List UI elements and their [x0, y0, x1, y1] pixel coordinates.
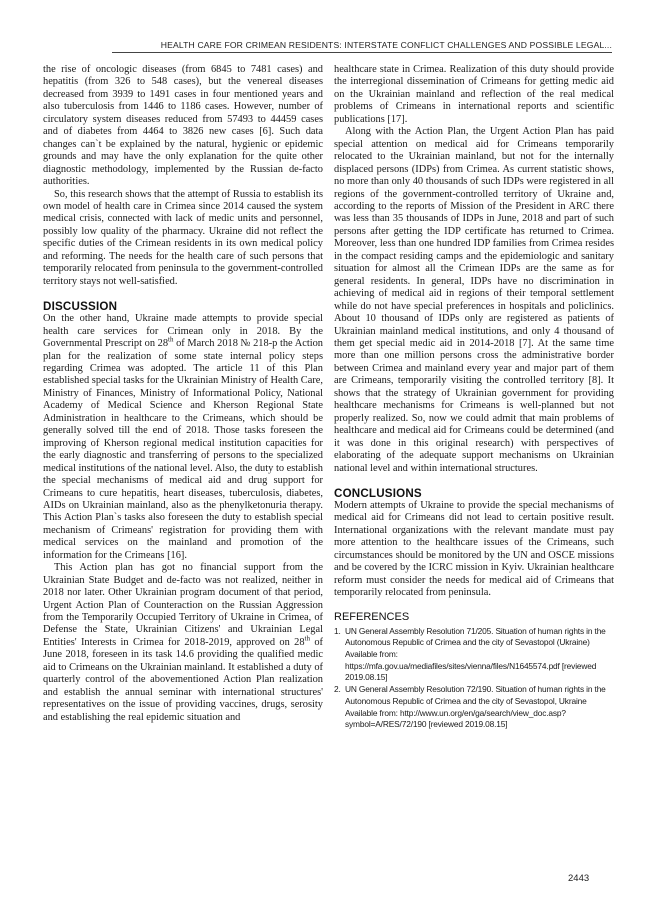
superscript-th: th: [168, 335, 174, 344]
section-gap: [334, 475, 614, 487]
paragraph-conclusions: Modern attempts of Ukraine to provide the special mechanisms of medical aid for Crimeans did not lead to certain positive result. International organizations with the relevant mandate must pay more attention to the healthcare issues of the Crimeans, such circumstances should be monitored by the UN and OSCE missions and be covered by the ICRC mission in Kyiv. Ukrainian healthcare reform must consider the needs for medical aid of Crimeans that temporarily relocated from peninsula.: [334, 499, 614, 599]
paragraph-no-financial-support: [43, 562, 323, 724]
reference-text: UN General Assembly Resolution 71/205. Situation of human rights in the Autonomous Republic of Crimea and the city of Sevastopol (Ukraine) Available from: https://mfa.gov.ua/mediafiles/sites/vienna/files/N1645574.pdf [reviewed 2019.08.15]: [345, 625, 606, 683]
paragraph-disease-statistics: the rise of oncologic diseases (from 6845 to 7481 cases) and hepatitis (from 326 to 548 cases), but the venereal diseases decreased from 3939 to 1491 cases in four mentioned years and also tuberculosis from 1446 to 1186 cases. However, number of circulatory system diseases reduced from 57493 to 44459 cases and of diabetes from 4464 to 3826 new cases [6]. Such data changes can`t be explained by the natural, hygienic or epidemic grounds and may have the only explanation for the quite other diagnostic methodology, implemented by the Russian de-facto authorities.: [43, 64, 323, 188]
reference-number: 2.: [334, 684, 341, 695]
text-run: This Action plan has got no financial support from the Ukrainian State Budget and de-facto was not realized, neither in 2018 nor later. Other Ukrainian program document of that period, Urgent Action Plan of Counteraction on the Russian Aggression from the Temporarily Occupied Territory of Ukraine in Crimea, of Defense the State, Ukrainian Citizens' and Ukrainian Legal Entities' Interests in Crimea for 2018-2019, approved on 28: [43, 562, 323, 648]
right-column: [334, 64, 614, 731]
text-run: of June 2018, foreseen in its task 14.6 providing the qualified medic aid to Crimeans on the Ukrainian mainland. It established a duty of quarterly control of the abovementioned Action Plan realization and establish the annual seminar with international structures' representatives on the issue of providing vaccines, drugs, serosity and establishing the real epidemic situation and: [43, 636, 323, 723]
text-run: of March 2018 № 218-p the Action plan for the realization of some state internal policy steps regarding Crimea was adopted. The article 11 of this Plan established special tasks for the Ukrainian Ministry of Health Care, Ministry of Finances, Ministry of Informational Policy, National Academy of Medical Science and Kherson Regional State Administration in healthcare to the Crimeans, which should be generally solved till the end of 2018. Those tasks foreseen the improving of Kherson regional medical institution capacities for the early diagnostic and transferring of persons to the specialized medical institutions of the national level. Also, the duty to establish the special mechanisms of medical aid and drug support for Crimeans to cure hepatitis, heart diseases, tuberculosis, diabetes, AIDs on Ukrainian mainland, also as the phenylketonuria therapy. This Action Plan`s tasks also foreseen the duty to establish special mechanism of Crimeans' registration for providing them with medical services on the mainland and promotion of the information for the Crimeans [16].: [43, 338, 323, 561]
paragraph-healthcare-state: healthcare state in Crimea. Realization of this duty should provide the interregional dissemination of Crimeans for getting medic aid on the Ukrainian mainland and reflection of the real medical problems of Crimeans in international reports and scientific publications [17].: [334, 64, 614, 125]
reference-item: [334, 626, 614, 685]
reference-text: UN General Assembly Resolution 72/190. Situation of human rights in the Autonomous Republic of Crimea and the city of Sevastopol, Ukraine Available from: http://www.un.org/en/ga/search/view_doc.asp?symbol=A/RES/72/190 [reviewed 2019.08.15]: [345, 684, 606, 730]
text-run: On the other hand, Ukraine made attempts to provide special health care services for Crimean only in 2018. By the Governmental Prescript on 28: [43, 313, 323, 350]
references-heading: REFERENCES: [334, 610, 410, 623]
conclusions-heading: CONCLUSIONS: [334, 486, 422, 500]
section-gap: [334, 600, 614, 611]
reference-item: [334, 684, 614, 731]
left-column: [43, 64, 323, 724]
discussion-heading: DISCUSSION: [43, 300, 118, 314]
superscript-th: th: [304, 634, 310, 643]
running-header: HEALTH CARE FOR CRIMEAN RESIDENTS: INTERSTATE CONFLICT CHALLENGES AND POSSIBLE LEGAL...: [160, 40, 612, 50]
paragraph-research-summary: So, this research shows that the attempt of Russia to establish its own model of health care in Crimea since 2014 caused the system medical crisis, connected with lack of medic units and personnel, possibly low quality of the pharmacy. Ukraine did not reflect the specific duties of the Crimean residents in its own medical policy and reforming. The needs for the health care of such persons that temporarily relocated from peninsula to the government-controlled territory stays not well-satisfied.: [43, 188, 323, 287]
reference-number: 1.: [334, 625, 341, 636]
paragraph-action-plan-2018: [43, 313, 323, 562]
section-gap: [43, 288, 323, 300]
references-list: [334, 626, 614, 731]
paragraph-idp-statistics: Along with the Action Plan, the Urgent Action Plan has paid special attention on medical aid for Crimeans temporarily relocated to the Ukrainian mainland, but not for the internally displaced persons (IDPs) from Crimea. As current statistic shows, no more than only 40 thousands of such IDPs were registered in all regions of the government-controlled territory of Ukraine and, according to the reports of Mission of the President in ARC there was less than 35 thousands of IDPs in June, 2018 and part of such persons after getting the IDP certificate has returned to Crimea. Moreover, less than one hundred IDP families from Crimea resides in the compact residing camps and the epidemiologic and sanitary situation for almost all the Crimean IDPs are the same as for general residents. In general, IDPs have no discrimination in achieving of medical aid in regions of their temporal settlement while do not have special preferences in hospitals and policlinics. About 10 thousand of IDPs only are registered as patients of Ukrainian mainland medical institutions, and only 4 thousand of them get special medic aid in 2014-2018 [7]. At the same time more than one million persons cross the administrative border between Crimea and mainland every year and major part of them are Crimeans, temporarily visiting the controlled territory [8]. It shows that the strategy of Ukrainian government for providing healthcare mechanisms for Crimeans is well-planned but not properly realized. So, now we could admit that main problems of healthcare and medical aid for Crimeans could be determined (and it was done in this original research) with perspectives of elaborating of the adequate support mechanisms on Ukrainian national level and within international structures.: [334, 126, 614, 474]
page-number: 2443: [568, 873, 590, 884]
header-divider: [112, 52, 612, 53]
